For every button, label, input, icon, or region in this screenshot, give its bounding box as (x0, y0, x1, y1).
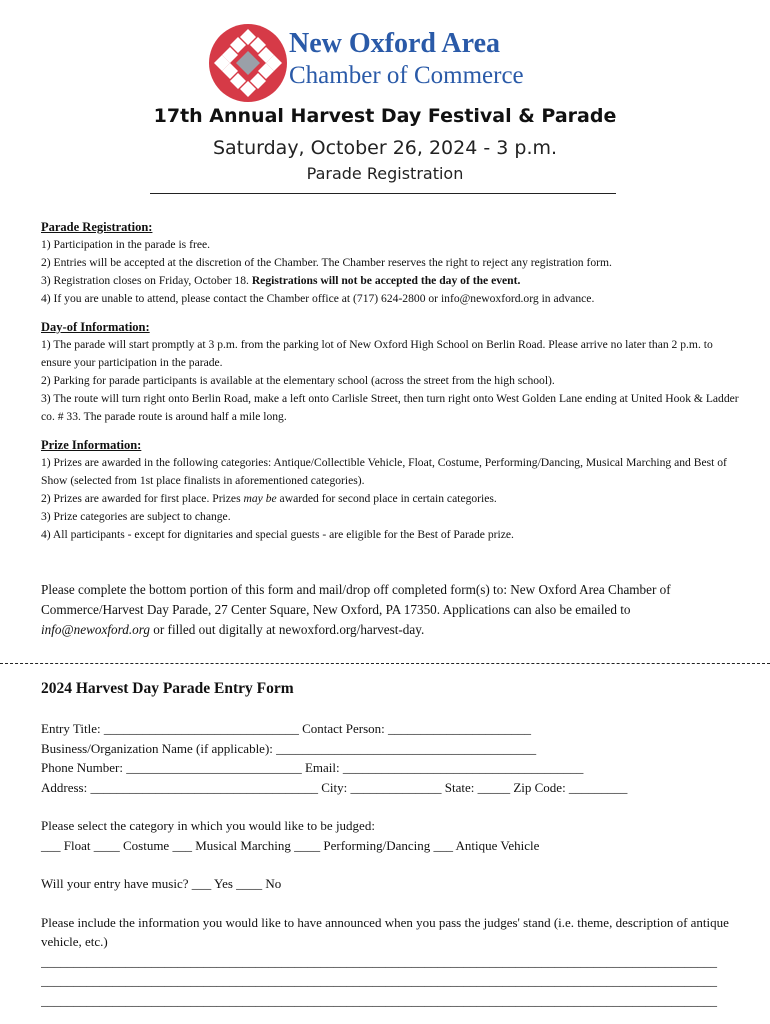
announcement-blank-line[interactable]: ________________________________________________________________________________________________________ (41, 973, 717, 988)
parade-registration-heading: Parade Registration: (41, 220, 153, 234)
day-of-item: 2) Parking for parade participants is available at the elementary school (across the street from the high school). (41, 374, 555, 387)
registration-item: 4) If you are unable to attend, please contact the Chamber office at (717) 624-2800 or info@newoxford.org in advance. (41, 292, 595, 305)
registration-item: 2) Entries will be accepted at the discretion of the Chamber. The Chamber reserves the right to reject any registration form. (41, 256, 612, 269)
category-options[interactable]: ___ Float ____ Costume ___ Musical Marching ____ Performing/Dancing ___ Antique Vehicle (41, 837, 540, 853)
header-divider (150, 193, 616, 194)
entry-title-contact-line[interactable]: Entry Title: ______________________________ Contact Person: ______________________ (41, 721, 532, 736)
org-name-line1: New Oxford Area (289, 28, 500, 59)
day-of-item: 3) The route will turn right onto Berlin Road, make a left onto Carlisle Street, then turn right onto West Golden Lane ending at United Hook & Ladder co. # 33. The parade route is around half a mile long. (41, 392, 739, 423)
announcement-prompt: Please include the information you would like to have announced when you pass the judges' stand (i.e. theme, description of antique vehicle, etc.) (41, 914, 729, 949)
business-name-line[interactable]: Business/Organization Name (if applicable): ________________________________________ (41, 740, 537, 756)
announcement-blank-line[interactable]: ________________________________________________________________________________________________________ (41, 953, 717, 969)
registration-warning: Registrations will not be accepted the day of the event. (251, 274, 521, 287)
prize-item-text: 2) Prizes are awarded for first place. Prizes (41, 492, 244, 505)
phone-email-line[interactable]: Phone Number: ___________________________ Email: _____________________________________ (41, 760, 584, 775)
prize-item (41, 490, 741, 508)
document-subtitle: Parade Registration (306, 164, 464, 183)
address-line[interactable]: Address: ___________________________________ City: ______________ State: _____ Zip Code: _________ (41, 779, 628, 795)
submission-instructions (41, 580, 741, 640)
announcement-blank-line[interactable]: ________________________________________________________________________________________________________ (41, 992, 717, 1008)
category-prompt: Please select the category in which you would like to be judged: (41, 818, 375, 833)
prize-item: 1) Prizes are awarded in the following categories: Antique/Collectible Vehicle, Float, Costume, Performing/Dancing, Musical Marching and Best of Show (selected from 1st place finalists in aforementioned categories). (41, 456, 727, 487)
chamber-logo-icon (208, 23, 288, 103)
registration-item-text: 3) Registration closes on Friday, October 18. (41, 274, 249, 287)
org-name-line2: Chamber of Commerce (289, 62, 524, 89)
prize-item-emphasis: may be (243, 492, 277, 505)
info-sections (41, 218, 741, 544)
cut-line (0, 663, 770, 664)
entry-form (41, 719, 751, 1010)
day-of-heading: Day-of Information: (41, 320, 150, 334)
instructions-text: Please complete the bottom portion of this form and mail/drop off completed form(s) to: New Oxford Area Chamber of Commerce/Harvest Day Parade, 27 Center Square, New Oxford, PA 17350. Applications can also be emailed to (41, 582, 671, 617)
prize-item: 3) Prize categories are subject to change. (41, 510, 231, 523)
prize-heading: Prize Information: (41, 438, 142, 452)
event-date: Saturday, October 26, 2024 - 3 p.m. (212, 137, 558, 159)
prize-item: 4) All participants - except for dignitaries and special guests - are eligible for the Best of Parade prize. (41, 528, 514, 541)
entry-form-heading: 2024 Harvest Day Parade Entry Form (41, 680, 294, 697)
day-of-item: 1) The parade will start promptly at 3 p.m. from the parking lot of New Oxford High School on Berlin Road. Please arrive no later than 2 p.m. to ensure your participation in the parade. (41, 338, 713, 369)
instructions-email: info@newoxford.org (41, 622, 150, 637)
event-title: 17th Annual Harvest Day Festival & Parade (153, 105, 617, 127)
music-question[interactable]: Will your entry have music? ___ Yes ____ No (41, 876, 282, 891)
registration-item: 1) Participation in the parade is free. (41, 238, 211, 251)
registration-item (41, 272, 741, 290)
prize-item-text: awarded for second place in certain categories. (276, 492, 497, 505)
instructions-text-end: or filled out digitally at newoxford.org/harvest-day. (149, 622, 425, 637)
